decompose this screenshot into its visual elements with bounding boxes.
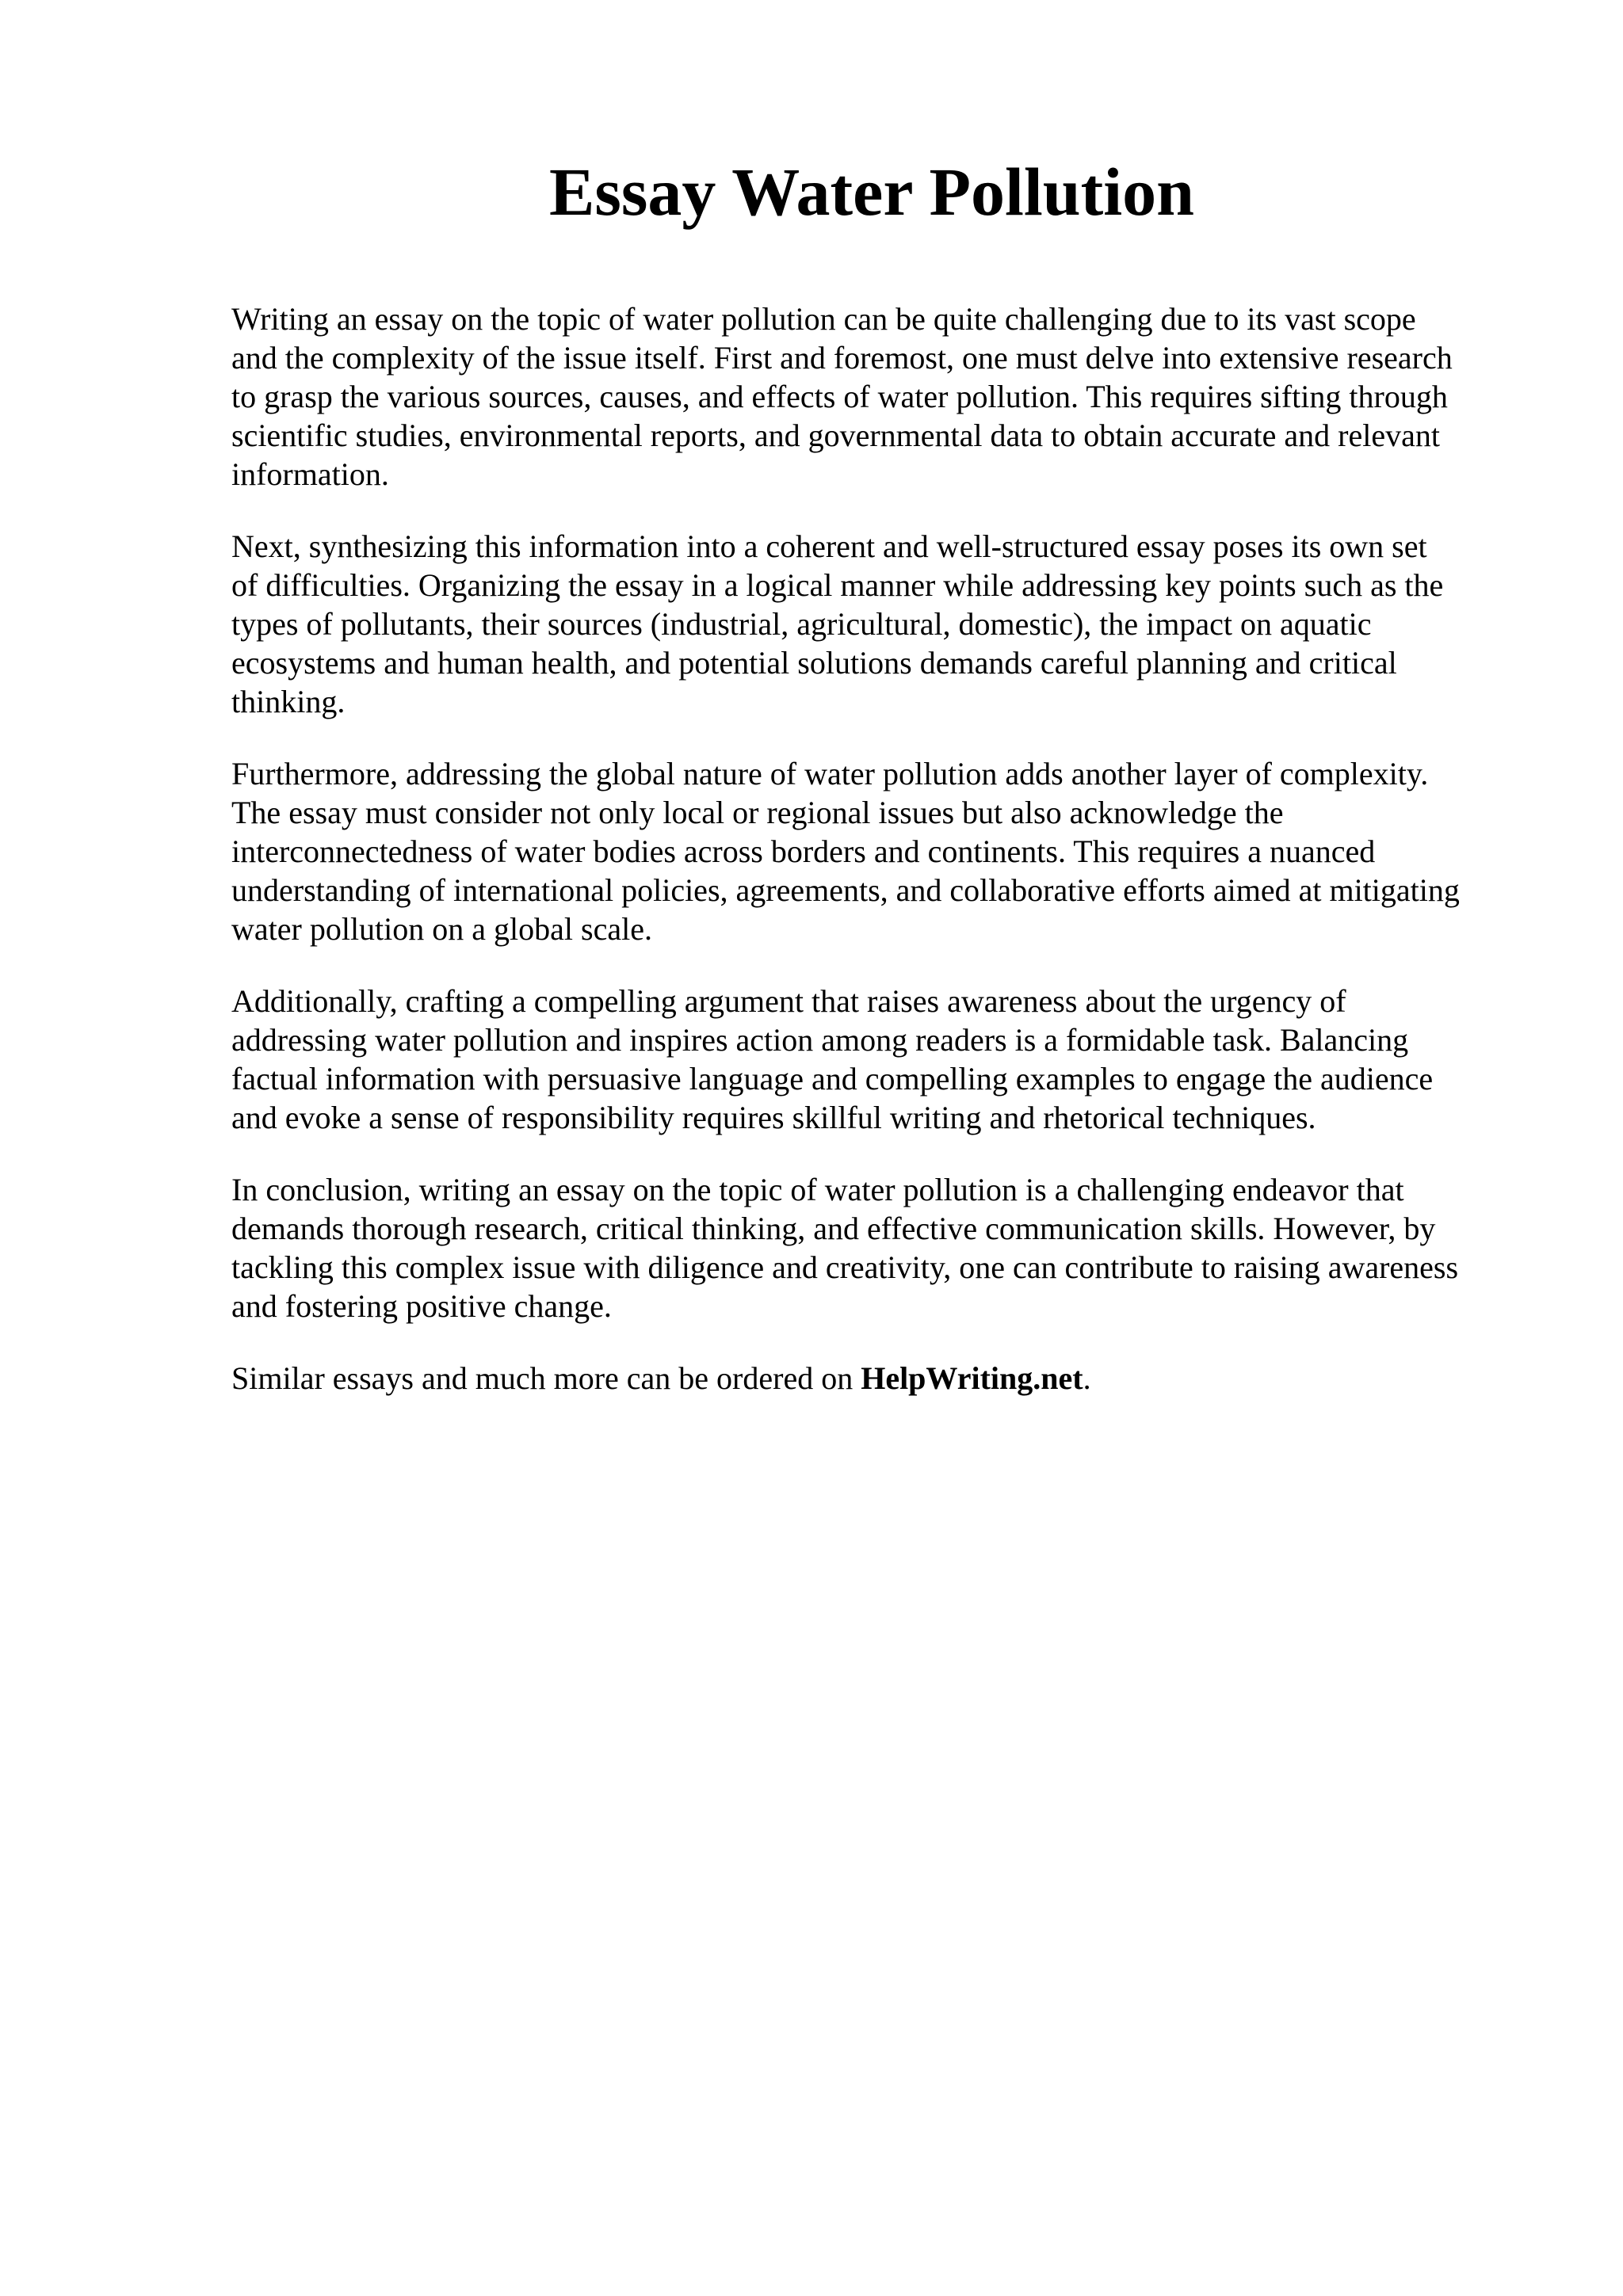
footer-paragraph [231,1359,1531,1398]
text-line: water pollution on a global scale. [231,911,652,947]
text-line: The essay must consider not only local or regional issues but also acknowledge the [231,795,1284,830]
text-line: of difficulties. Organizing the essay in a logical manner while addressing key points such as the [231,567,1444,603]
text-line: Next, synthesizing this information into a coherent and well-structured essay poses its own set [231,528,1427,564]
text-line: understanding of international policies, agreements, and collaborative efforts aimed at mitigating [231,872,1460,908]
helpwriting-link[interactable]: HelpWriting.net [861,1360,1083,1396]
text-line: scientific studies, environmental reports, and governmental data to obtain accurate and relevant [231,418,1440,453]
text-line: interconnectedness of water bodies across borders and continents. This requires a nuanced [231,833,1376,869]
text-line: types of pollutants, their sources (industrial, agricultural, domestic), the impact on aquatic [231,606,1372,642]
text-line: information. [231,456,389,492]
paragraph-4 [231,982,1531,1137]
text-line: Furthermore, addressing the global nature of water pollution adds another layer of complexity. [231,756,1429,791]
text-line: and evoke a sense of responsibility requires skillful writing and rhetorical techniques. [231,1100,1316,1135]
text-line: ecosystems and human health, and potential solutions demands careful planning and critical [231,645,1397,681]
footer-period: . [1083,1360,1091,1396]
text-line: to grasp the various sources, causes, and effects of water pollution. This requires sifting through [231,379,1448,414]
text-line: tackling this complex issue with diligence and creativity, one can contribute to raising awareness [231,1249,1459,1285]
document-title: Essay Water Pollution [549,154,1194,230]
text-line: Writing an essay on the topic of water pollution can be quite challenging due to its vast scope [231,301,1416,337]
text-line: thinking. [231,684,346,719]
text-line: and the complexity of the issue itself. First and foremost, one must delve into extensive research [231,340,1453,376]
text-line: In conclusion, writing an essay on the topic of water pollution is a challenging endeavor that [231,1172,1404,1207]
text-line: factual information with persuasive language and compelling examples to engage the audience [231,1061,1434,1097]
footer-line [231,1359,1531,1398]
text-line: demands thorough research, critical thinking, and effective communication skills. However, by [231,1211,1436,1246]
paragraph-5 [231,1170,1531,1325]
document-body [231,299,1531,1431]
text-line: Additionally, crafting a compelling argument that raises awareness about the urgency of [231,983,1346,1019]
text-line: and fostering positive change. [231,1288,612,1324]
text-line: addressing water pollution and inspires action among readers is a formidable task. Balancing [231,1022,1409,1058]
paragraph-3 [231,754,1531,948]
paragraph-2 [231,527,1531,721]
paragraph-1 [231,299,1531,494]
footer-text: Similar essays and much more can be ordered on [231,1360,854,1396]
